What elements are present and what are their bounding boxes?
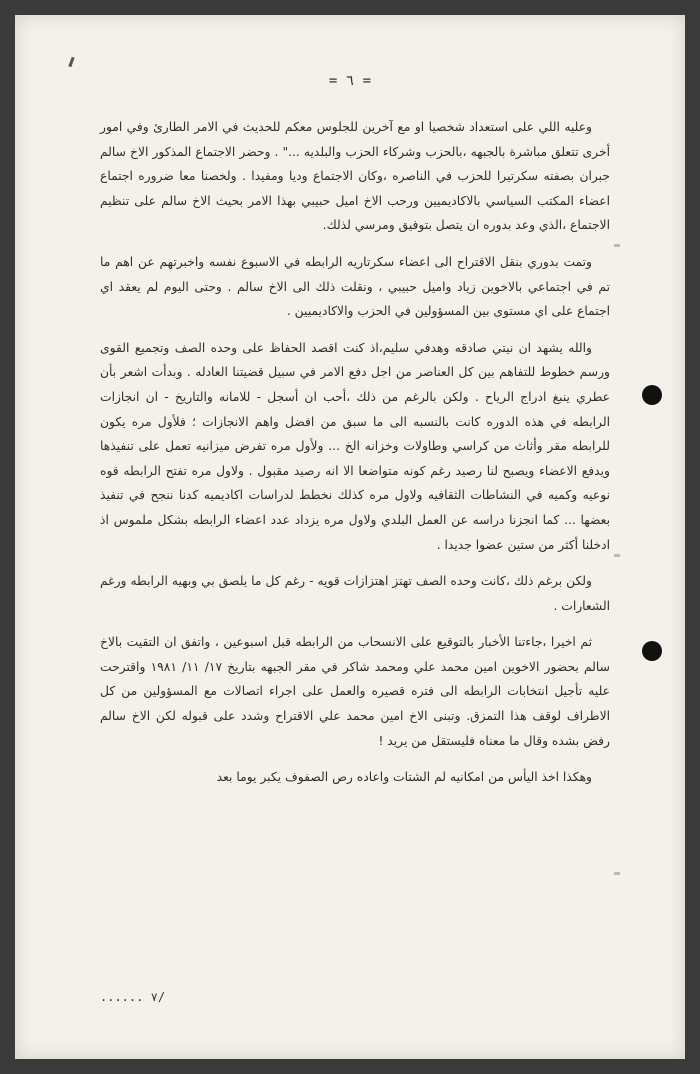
continuation-footer: /٧ ...... [100, 990, 166, 1004]
margin-mark [614, 872, 620, 875]
page-number-header: = ٦ = [328, 73, 372, 89]
paragraph-3: والله يشهد ان نيتي صادقه وهدفي سليم،اذ كنت اقصد الحفاظ على وحده الصف وتجميع القوى ورسم خطوط للتفاهم بين كل العناصر من اجل دفع الامر في سبيل قضيتنا العادله . وبدأت اشعر بأن عطري ينبغ ادراج الرياح . ولكن بالرغم من ذلك ،أحب ان أسجل - للامانه والتاريخ - ان انجازات الرابطه في هذه الدوره كانت بالنسبه الى ما سبق من افضل واهم الانجازات ؛ فلأول مره يكون للرابطه مقر وأثاث من كراسي وطاولات وخزانه الخ ... ولأول مره تفرض ميزانيه تعمل على تنفيذها ويدفع الاعضاء ويصبح لنا رصيد رغم كونه متواضعا الا انه رصيد مقبول . ولاول مره تفتح الرابطه قوه نوعيه وكميه في النشاطات الثقافيه ولاول مره كذلك نخطط لدراسات اكاديميه كدنا ننجح في تنفيذ بعضها ... كما انجزنا دراسه عن العمل البلدي ولاول مره يزداد عدد اعضاء الرابطه بشكل ملموس اذ ادخلنا أكثر من ستين عضوا جديدا . [100, 340, 610, 552]
punch-hole [642, 641, 662, 661]
paragraph-5: ثم اخيرا ،جاءتنا الأخبار بالتوقيع على الانسحاب من الرابطه قبل اسبوعين ، واتفق ان التقيت بالاخ سالم بحضور الاخوين امين محمد علي ومحمد شاكر في مقر الجبهه بتاريخ ١٧/ ١١/ ١٩٨١ واقترحت عليه تأجيل انتخابات الرابطه الى فتره قصيره والعمل على اجراء اتصالات مع المسؤولين من كل الاطراف لوقف هذا التمزق. وتبنى الاخ امين محمد علي الاقتراح وشدد على قبوله لكن الاخ سالم رفض بشده وقال ما معناه فليستقل من يريد ! [100, 635, 610, 748]
document-page [15, 15, 685, 1059]
document-body [100, 115, 610, 790]
paragraph-1: وعليه اللي على استعداد شخصيا او مع آخرين للجلوس معكم للحديث في الامر الطارئ وفي امور أخرى تتعلق مباشرة بالجبهه ،بالحزب وشركاء الحزب والبلديه ..." . وحضر الاجتماع المذكور الاخ سالم جبران بصفته سكرتيرا للحزب في الناصره ،وكان الاجتماع وديا ومفيدا . ولخصنا معا ضروره اجتماع اعضاء المكتب السياسي بالاكاديميين ورحب الاخ اميل حبيبي بهذا الامر بحيث الاخ سالم على تنظيم الاجتماع ،الذي وعد بدوره ان يتصل بتوفيق ومرسي لذلك. [100, 120, 610, 233]
paragraph-4: ولكن برغم ذلك ،كانت وحده الصف تهتز اهتزازات قويه - رغم كل ما يلصق بي وبهيه الرابطه ورغم الشعارات . [100, 574, 610, 613]
punch-hole [642, 385, 662, 405]
paragraph-6: وهكذا اخذ اليأس من امكانيه لم الشتات واعاده رص الصفوف يكبر يوما بعد [216, 770, 592, 785]
margin-mark [614, 244, 620, 247]
paragraph-2: وتمت بدوري بنقل الاقتراح الى اعضاء سكرتاريه الرابطه في الاسبوع نفسه واخبرتهم عن اهم ما تم في اجتماعي بالاخوين زياد واميل حبيبي ، ونقلت ذلك الى الاخ سالم . وحتى اليوم لم يعقد اي اجتماع على اي مستوى بين المسؤولين في الحزب والاكاديميين . [100, 254, 610, 319]
margin-mark [614, 554, 620, 557]
pen-mark [68, 57, 74, 67]
